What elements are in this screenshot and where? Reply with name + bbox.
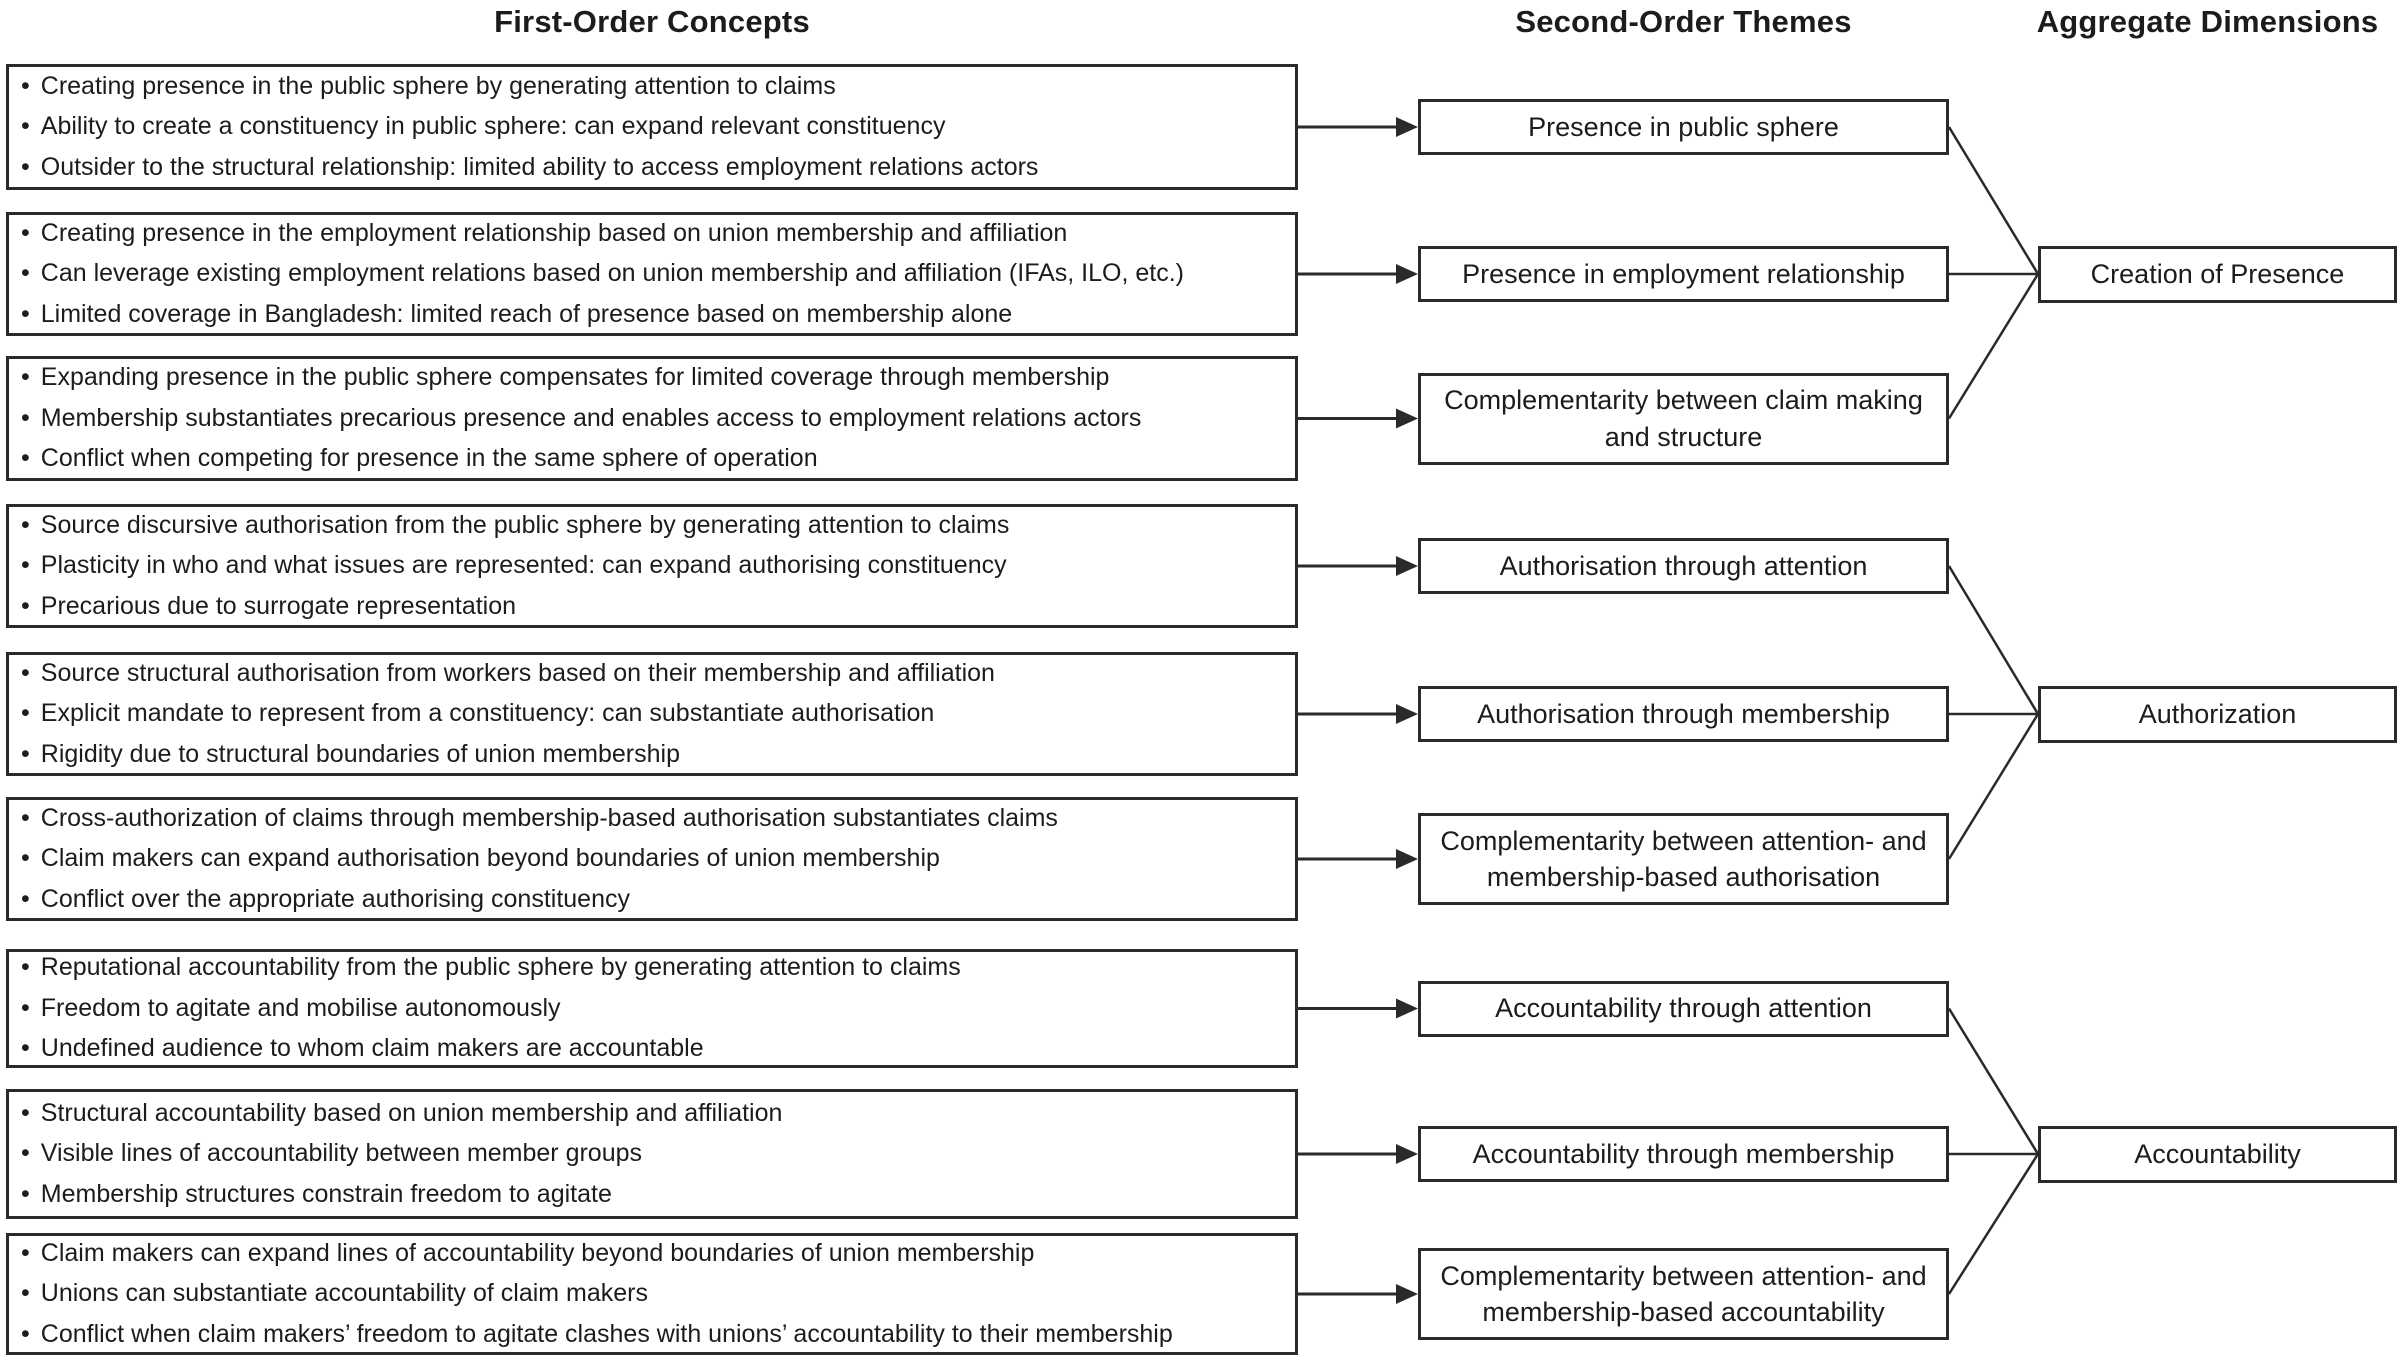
second-order-theme-box <box>1418 686 1949 742</box>
first-order-concept-box <box>6 504 1298 628</box>
second-order-theme-label: Authorisation through attention <box>1499 550 1868 581</box>
converge-line <box>1949 714 2038 859</box>
second-order-theme-box <box>1418 373 1949 465</box>
bullet-item: • Conflict when claim makers’ freedom to agitate clashes with unions’ accountability to their membership <box>21 1320 1289 1350</box>
second-order-theme-box <box>1418 813 1949 905</box>
arrowhead-icon <box>1396 1144 1418 1164</box>
first-order-concept-box <box>6 212 1298 336</box>
second-order-theme-box <box>1418 246 1949 302</box>
first-order-concept-box <box>6 1233 1298 1355</box>
bullet-item: • Conflict when competing for presence in the same sphere of operation <box>21 444 1289 474</box>
bullet-item: • Claim makers can expand lines of accountability beyond boundaries of union membership <box>21 1239 1289 1269</box>
bullet-item: • Conflict over the appropriate authorising constituency <box>21 885 1289 915</box>
second-order-theme-label: Complementarity between claim making and structure <box>1444 385 1923 452</box>
converge-line <box>1949 274 2038 419</box>
converge-line <box>1949 1009 2038 1155</box>
aggregate-dimension-label: Accountability <box>2134 1138 2301 1169</box>
arrowhead-icon <box>1396 264 1418 284</box>
column-header-second-order-themes: Second-Order Themes <box>1515 4 1852 39</box>
bullet-item: • Ability to create a constituency in public sphere: can expand relevant constituency <box>21 112 1289 142</box>
arrowhead-icon <box>1396 117 1418 137</box>
bullet-item: • Rigidity due to structural boundaries of union membership <box>21 740 1289 770</box>
second-order-theme-label: Authorisation through membership <box>1477 698 1890 729</box>
bullet-item: • Expanding presence in the public sphere compensates for limited coverage through membership <box>21 363 1289 393</box>
bullet-item: • Cross-authorization of claims through membership-based authorisation substantiates claims <box>21 804 1289 834</box>
second-order-theme-label: Presence in employment relationship <box>1462 258 1905 289</box>
bullet-item: • Unions can substantiate accountability of claim makers <box>21 1279 1289 1309</box>
bullet-item: • Membership structures constrain freedom to agitate <box>21 1180 1289 1210</box>
bullet-item: • Source structural authorisation from workers based on their membership and affiliation <box>21 659 1289 689</box>
first-order-concept-box <box>6 356 1298 481</box>
second-order-theme-label: Presence in public sphere <box>1528 111 1839 142</box>
bullet-item: • Limited coverage in Bangladesh: limited reach of presence based on membership alone <box>21 300 1289 330</box>
aggregate-dimension-box <box>2038 686 2397 743</box>
first-order-concept-box <box>6 652 1298 776</box>
bullet-item: • Creating presence in the public sphere by generating attention to claims <box>21 72 1289 102</box>
arrowhead-icon <box>1396 556 1418 576</box>
aggregate-dimension-label: Authorization <box>2138 698 2297 729</box>
arrowhead-icon <box>1396 409 1418 429</box>
bullet-item: • Visible lines of accountability between member groups <box>21 1139 1289 1169</box>
column-header-aggregate-dimensions: Aggregate Dimensions <box>2036 4 2379 39</box>
first-order-concept-box <box>6 1089 1298 1219</box>
arrowhead-icon <box>1396 1284 1418 1304</box>
second-order-theme-label: Accountability through membership <box>1472 1138 1895 1169</box>
bullet-item: • Can leverage existing employment relations based on union membership and affiliation (IFAs, ILO, etc.) <box>21 259 1289 289</box>
second-order-theme-box <box>1418 1126 1949 1182</box>
bullet-item: • Precarious due to surrogate representation <box>21 592 1289 622</box>
bullet-item: • Outsider to the structural relationship: limited ability to access employment relations actors <box>21 153 1289 183</box>
first-order-concept-box <box>6 949 1298 1068</box>
bullet-item: • Reputational accountability from the public sphere by generating attention to claims <box>21 953 1289 983</box>
aggregate-dimension-box <box>2038 246 2397 303</box>
bullet-item: • Membership substantiates precarious presence and enables access to employment relations actors <box>21 404 1289 434</box>
bullet-item: • Plasticity in who and what issues are represented: can expand authorising constituency <box>21 551 1289 581</box>
first-order-concept-box <box>6 64 1298 190</box>
bullet-item: • Freedom to agitate and mobilise autonomously <box>21 994 1289 1024</box>
column-header-first-order-concepts: First-Order Concepts <box>494 4 810 39</box>
bullet-item: • Explicit mandate to represent from a constituency: can substantiate authorisation <box>21 699 1289 729</box>
arrowhead-icon <box>1396 849 1418 869</box>
converge-line <box>1949 127 2038 274</box>
second-order-theme-box <box>1418 99 1949 155</box>
bullet-item: • Undefined audience to whom claim makers are accountable <box>21 1034 1289 1064</box>
aggregate-dimension-label: Creation of Presence <box>2090 258 2345 289</box>
arrowhead-icon <box>1396 704 1418 724</box>
converge-line <box>1949 566 2038 714</box>
arrowhead-icon <box>1396 999 1418 1019</box>
bullet-item: • Structural accountability based on union membership and affiliation <box>21 1099 1289 1129</box>
first-order-concept-box <box>6 797 1298 921</box>
bullet-item: • Source discursive authorisation from the public sphere by generating attention to claims <box>21 511 1289 541</box>
second-order-theme-label: Complementarity between attention- and membership-based authorisation <box>1440 825 1927 892</box>
second-order-theme-box <box>1418 981 1949 1037</box>
converge-line <box>1949 1154 2038 1294</box>
second-order-theme-label: Accountability through attention <box>1495 993 1872 1024</box>
second-order-theme-box <box>1418 538 1949 594</box>
bullet-item: • Claim makers can expand authorisation beyond boundaries of union membership <box>21 844 1289 874</box>
second-order-theme-box <box>1418 1248 1949 1340</box>
second-order-theme-label: Complementarity between attention- and membership-based accountability <box>1440 1260 1927 1327</box>
bullet-item: • Creating presence in the employment relationship based on union membership and affiliation <box>21 219 1289 249</box>
aggregate-dimension-box <box>2038 1126 2397 1183</box>
